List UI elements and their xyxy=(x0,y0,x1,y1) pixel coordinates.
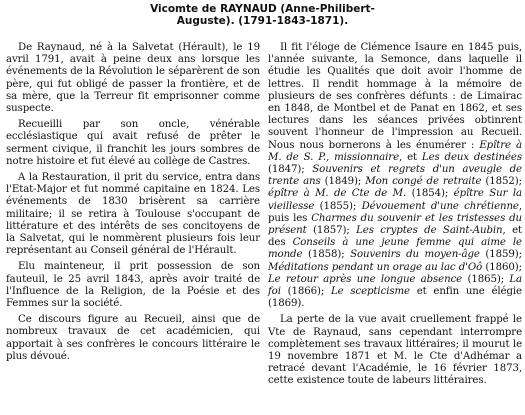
heading-line-2: Auguste). (1791-1843-1871). xyxy=(176,15,349,27)
text-segment: (1852); xyxy=(481,176,522,188)
work-title: Dévouement d'une chrétienne xyxy=(361,200,519,212)
left-column xyxy=(6,42,260,367)
work-title: Méditations pendant un orage au lac d'Oô xyxy=(268,261,483,273)
work-title: La foi xyxy=(268,273,523,298)
text-segment: (1859); xyxy=(479,249,522,261)
text-segment: , puis les xyxy=(268,200,522,224)
work-title: épître Sur la vieillesse xyxy=(268,188,522,212)
left-paragraph-1: De Raynaud, né à la Salvetat (Hérault), le 19 avril 1791, avait à peine deux ans lorsque les événements de la Révolution le séparèrent de son père, qui fut obligé de passer la frontière, et de sa mère, que la Terreur fit emprisonner comme suspecte. xyxy=(6,42,260,115)
text-segment: , et des xyxy=(268,225,522,249)
text-segment: (1865); xyxy=(462,273,510,285)
left-paragraph-2: Recueilli par son oncle, vénérable ecclésiastique qui avait refusé de prêter le serment civique, il franchit les jours sombres de notre histoire et fut élevé au collège de Castres. xyxy=(6,119,260,167)
work-title: Conseils à une jeune femme qui aime le monde xyxy=(268,237,522,261)
text-segment: (1855); xyxy=(314,200,362,212)
right-paragraph-2: La perte de la vue avait cruellement frappé le Vte de Raynaud, sans cependant interrompre complètement ses travaux littéraires; il mourut le 19 novembre 1871 et M. le Cte d'Adhémar a retracé devant l'Académie, le 16 février 1873, cette existence toute de labeurs littéraires. xyxy=(268,314,522,387)
work-title: Mon congé de retraite xyxy=(365,176,482,188)
text-segment: (1857); xyxy=(306,225,357,237)
text-segment: (1866); xyxy=(280,286,331,298)
work-title: Le scepticisme xyxy=(331,286,410,298)
text-segment: (1854); xyxy=(406,188,454,200)
article-heading xyxy=(0,3,525,27)
text-segment: (1847); xyxy=(268,164,313,176)
text-segment: (1860); xyxy=(482,261,522,273)
text-segment: (1849); xyxy=(320,176,366,188)
left-paragraph-3: A la Restauration, il prit du service, entra dans l'Etat-Major et fut nommé capitaine en 1824. Les événements de 1830 brisèrent sa carrière militaire; il se retira à Toulouse s'occupant de littérature et des intérêts de ses concitoyens de la Salvetat, qui le nommèrent plusieurs fois leur représentant au Conseil général de l'Hérault. xyxy=(6,172,260,257)
work-title: épître à M. de Cte de M. xyxy=(268,188,407,200)
work-title: Epître à M. de S. P., missionnaire xyxy=(268,139,522,163)
work-title: Souvenirs et regrets d'un aveugle de trente ans xyxy=(268,164,522,188)
text-segment: (1858); xyxy=(302,249,351,261)
work-title: Souvenirs du moyen-âge xyxy=(350,249,480,261)
text-segment: , et xyxy=(399,151,422,163)
right-column xyxy=(268,42,522,392)
work-title: Le retour après une longue absence xyxy=(268,273,463,285)
work-title: Les cryptes de Saint-Aubin xyxy=(356,225,503,237)
heading-line-1: Vicomte de RAYNAUD (Anne-Philibert- xyxy=(150,3,375,15)
left-paragraph-4: Elu mainteneur, il prit possession de son fauteuil, le 25 avril 1843, après avoir traité de l'Influence de la Religion, de la Poésie et des Femmes sur la société. xyxy=(6,261,260,310)
works-list xyxy=(268,140,522,310)
text-segment: et enfin une élégie (1869). xyxy=(268,286,522,310)
left-paragraph-5: Ce discours figure au Recueil, ainsi que de nombreux travaux de cet académicien, qui apportait à ses confrères le concours littéraire le plus dévoué. xyxy=(6,314,260,362)
right-paragraph-1 xyxy=(268,42,522,310)
work-title: Les deux destinées xyxy=(421,151,522,163)
right-paragraph-1-intro: Il fit l'éloge de Clémence Isaure en 1845 puis, l'année suivante, la Semonce, dans laquelle il étudie les Qualités que doit avoir l'homme de lettres. Il rendit hommage à la mémoire de plusieurs de ses confrères défunts : de Limairac en 1848, de Montbel et de Panat en 1862, et ses lectures dans les séances privées obtinrent souvent l'honneur de l'impression au Recueil. Nous nous bornerons à les énumérer : xyxy=(268,42,522,151)
work-title: Charmes du souvenir et les tristesses du présent xyxy=(268,212,522,237)
